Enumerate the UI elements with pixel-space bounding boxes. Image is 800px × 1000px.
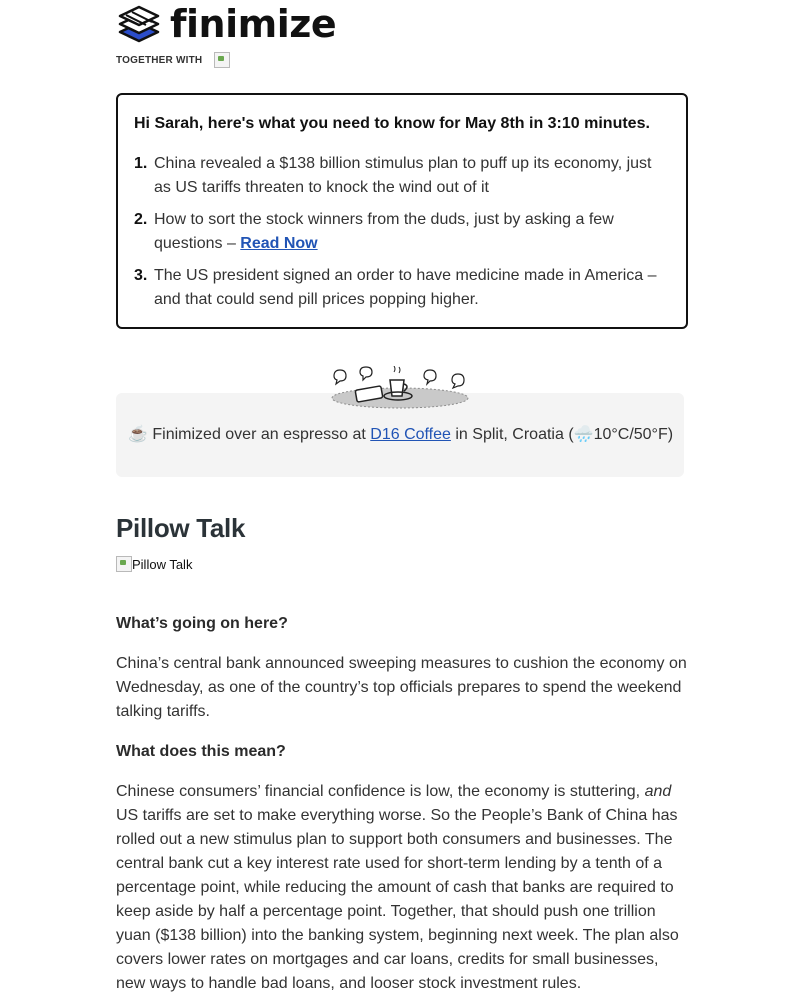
paragraph-2-emphasis: and [644, 783, 672, 800]
paragraph-1: China’s central bank announced sweeping measures to cushion the economy on Wednesday, as one of the country’s top officials prepares to spend the weekend talking tariffs. [116, 655, 687, 720]
summary-list [134, 152, 670, 312]
coffee-chat-illustration [328, 366, 472, 412]
question-heading-1: What’s going on here? [116, 615, 288, 632]
together-with-label: TOGETHER WITH [116, 54, 203, 66]
paragraph-2 [116, 780, 688, 996]
paragraph-2-rest: US tariffs are set to make everything worse. So the People’s Bank of China has rolled out a new stimulus plan to support both consumers and businesses. The central bank cut a key interest rate used for short-term lending by a tenth of a percentage point, while reducing the amount of cash that banks are required to keep aside by half a percentage point. Together, that should push one trillion yuan ($138 billion) into the banking system, beginning next week. The plan also covers lower rates on mortgages and car loans, credits for small businesses, new ways to handle bad loans, and looser stock investment rules. [116, 807, 679, 992]
article-title: Pillow Talk [116, 513, 246, 543]
finimize-stack-icon [116, 4, 162, 44]
item-text-body: How to sort the stock winners from the duds, just by asking a few questions – [154, 211, 614, 252]
summary-item [134, 208, 670, 256]
summary-item [134, 152, 670, 200]
sponsor-line [116, 52, 230, 68]
item-number: 2. [134, 211, 148, 228]
item-number: 3. [134, 267, 148, 284]
item-text: The US president signed an order to have medicine made in America – and that could send pill prices popping higher. [154, 267, 657, 308]
espresso-line [128, 425, 673, 445]
paragraph-2-start: Chinese consumers’ financial confidence is low, the economy is stuttering, [116, 783, 645, 800]
coffee-cup-icon: ☕ [128, 426, 148, 443]
read-now-link[interactable]: Read Now [240, 235, 318, 252]
item-text [154, 208, 670, 256]
brand-name: finimize [170, 2, 337, 46]
finimize-logo[interactable] [116, 4, 336, 44]
espresso-prefix: Finimized over an espresso at [152, 426, 366, 443]
broken-image-icon [116, 556, 132, 572]
greeting-heading: Hi Sarah, here's what you need to know for May 8th in 3:10 minutes. [134, 115, 650, 132]
sponsor-logo-image[interactable] [214, 52, 230, 68]
daily-summary-box [116, 93, 688, 329]
summary-item [134, 264, 670, 312]
item-number: 1. [134, 155, 148, 172]
rain-cloud-icon: 🌧️ [573, 426, 594, 443]
article-image-alt: Pillow Talk [132, 556, 193, 572]
espresso-location: in Split, Croatia ( [455, 426, 574, 443]
article-image [116, 556, 192, 572]
cafe-link[interactable]: D16 Coffee [370, 426, 451, 443]
weather-text: 10°C/50°F) [593, 426, 674, 443]
question-heading-2: What does this mean? [116, 743, 286, 760]
item-text: China revealed a $138 billion stimulus plan to puff up its economy, just as US tariffs threaten to knock the wind out of it [154, 155, 652, 196]
